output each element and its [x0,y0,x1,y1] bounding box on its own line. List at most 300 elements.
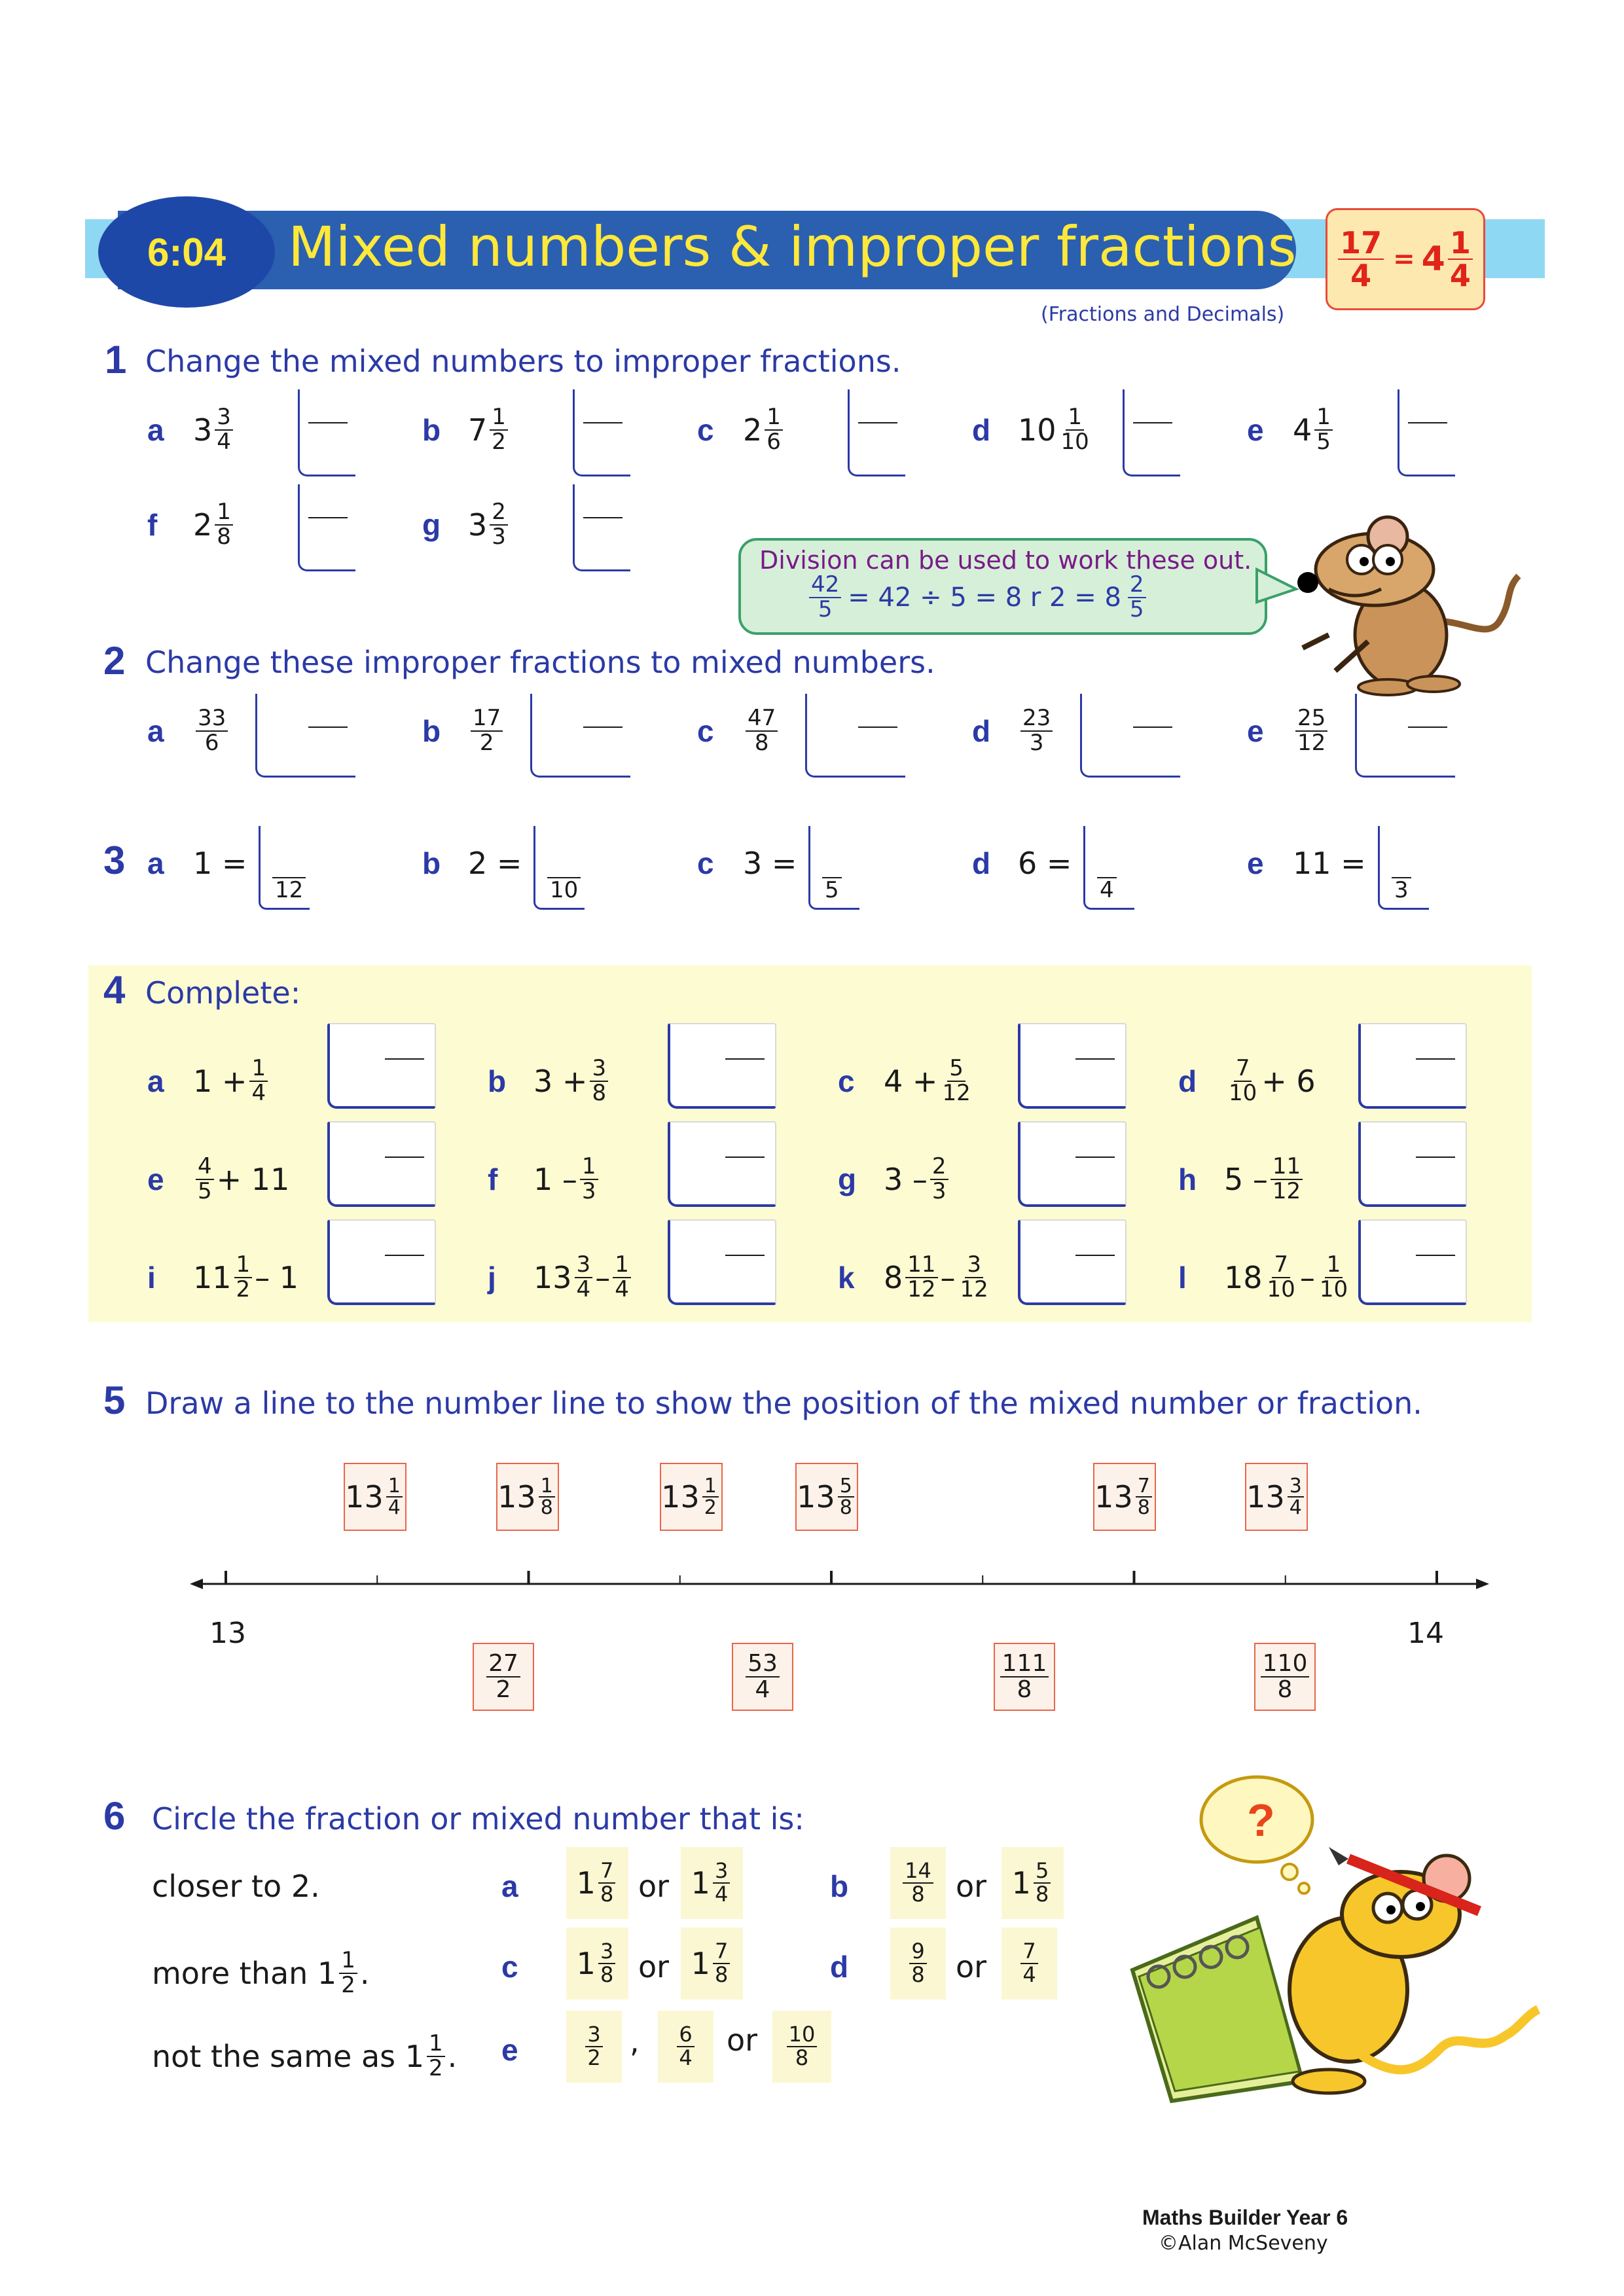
fraction-numerator: 3 [590,1057,608,1082]
fraction-bar [1075,1058,1115,1060]
q6-e-option-1[interactable] [566,2011,622,2083]
fraction [1318,1253,1350,1301]
item-label: c [838,1064,855,1098]
fraction-bar [1408,422,1447,423]
fraction [930,1155,948,1203]
fraction-numerator: 10 [787,2024,818,2047]
fraction [903,1860,933,1905]
header-code-badge [98,196,275,308]
q3-denominator: 10 [547,877,581,903]
fraction-denominator: 8 [839,1496,852,1519]
fraction [838,1476,854,1518]
fraction [1136,1476,1152,1518]
fraction-denominator: 8 [1277,1676,1293,1703]
q5-bottom-box-1[interactable] [732,1643,793,1711]
fraction [215,501,233,548]
operator: – [940,1259,956,1295]
fraction-denominator: 3 [581,1177,596,1204]
fraction-numerator: 7 [1234,1057,1252,1082]
fraction [386,1476,403,1518]
expr-suffix: + 11 [216,1161,290,1197]
fraction-denominator: 2 [587,2045,601,2070]
fraction-bar [725,1058,765,1060]
fraction-bar [308,517,348,518]
q4-answer-box-b[interactable] [668,1023,776,1109]
q2-item-e [1247,707,1330,755]
operator: – [595,1259,611,1295]
item-label: f [488,1162,498,1196]
q2-answer-box-d[interactable] [1080,694,1180,778]
q3-denominator: 12 [272,877,306,903]
fraction [613,1253,631,1301]
fraction [598,1860,615,1905]
fraction-numerator: 7 [598,1860,615,1884]
fraction-numerator: 3 [215,406,233,431]
q3-item-c [697,846,797,881]
fraction-denominator: 5 [198,1177,212,1204]
q3-answer-box-d[interactable] [1083,826,1134,910]
fraction [1020,1941,1038,1986]
fraction [590,1057,608,1105]
fraction-bar [725,1255,765,1256]
badge-eq: = [1393,244,1415,274]
fraction-denominator: 10 [1267,1276,1295,1302]
q3-value: 3 = [743,846,797,881]
q3-item-b [422,846,522,881]
q6-row-prompt-2 [152,2032,457,2080]
fraction-numerator: 3 [575,1253,593,1278]
fraction-bar [583,517,623,518]
fraction-numerator: 7 [1272,1253,1290,1278]
fraction-numerator: 111 [1000,1651,1049,1677]
item-label: j [488,1260,496,1295]
item-label: f [147,507,158,542]
or-text: or [727,2022,758,2058]
fraction [490,406,508,454]
fraction [575,1253,593,1301]
fraction-denominator: 2 [496,1676,511,1703]
fraction-numerator: 9 [909,1941,926,1964]
fraction-denominator: 12 [1272,1177,1301,1204]
q4-answer-box-c[interactable] [1018,1023,1127,1109]
fraction-numerator: 1 [765,406,783,431]
fraction-denominator: 5 [1316,428,1331,455]
item-label: d [972,713,991,748]
fraction-denominator: 6 [204,729,219,756]
fraction-denominator: 8 [1017,1676,1032,1703]
q2-answer-box-c[interactable] [805,694,905,778]
fraction [1265,1253,1297,1301]
fraction-numerator: 1 [386,1476,403,1498]
fraction-numerator: 4 [196,1155,214,1180]
fraction [234,1253,253,1301]
badge-num: 17 [1338,227,1384,260]
item-label: d [972,846,991,880]
fraction-denominator: 12 [907,1276,936,1302]
q4-item-c [838,1057,975,1105]
q4-answer-box-j[interactable] [668,1219,776,1305]
fraction-denominator: 8 [1137,1496,1150,1519]
fraction [940,1057,972,1105]
fraction-numerator: 7 [1020,1941,1038,1964]
tip-bubble [738,538,1267,635]
q6-text: Circle the fraction or mixed number that is: [152,1801,804,1837]
fraction-numerator: 25 [1295,707,1327,732]
fraction [702,1476,719,1518]
badge-whole: 4 [1421,240,1445,279]
item-label: b [422,412,441,447]
q5-bottom-box-2[interactable] [994,1643,1055,1711]
fraction-bar [1133,422,1172,423]
fraction-bar [858,726,897,728]
q4-item-i [147,1253,298,1301]
q4-answer-box-l[interactable] [1358,1219,1467,1305]
q1-answer-box-g[interactable] [573,484,630,571]
q2-number: 2 [103,639,126,683]
fraction-denominator: 8 [714,1962,729,1987]
q1-item-d [972,406,1094,454]
q2-answer-box-e[interactable] [1355,694,1455,778]
q5-top-box-4[interactable] [1093,1463,1156,1531]
expr-prefix: 1 + [193,1063,247,1099]
q1-item-e [1247,406,1335,454]
fraction-denominator: 8 [1035,1882,1049,1907]
fraction-bar [1133,726,1172,728]
fraction-numerator: 11 [1271,1155,1303,1180]
q5-bottom-box-0[interactable] [473,1643,534,1711]
q5-text: Draw a line to the number line to show the position of the mixed number or fraction. [145,1386,1422,1421]
q4-number: 4 [103,968,126,1012]
fraction-numerator: 11 [905,1253,937,1278]
fraction-denominator: 3 [1029,729,1044,756]
tip-mid: = 42 ÷ 5 = 8 r 2 = 8 [848,582,1121,613]
mixed-whole: 13 [661,1479,700,1515]
q4-text: Complete: [145,975,301,1011]
item-label: b [422,846,441,880]
badge-den: 4 [1350,258,1372,293]
fraction-denominator: 8 [911,1962,925,1987]
fraction-numerator: 3 [1288,1476,1304,1498]
q6-a-option-2[interactable] [681,1847,743,1919]
q1-answer-box-f[interactable] [298,484,355,571]
fraction-denominator: 8 [217,523,231,550]
q4-answer-box-d[interactable] [1358,1023,1467,1109]
mixed-whole: 7 [468,412,488,448]
fraction-denominator: 6 [767,428,781,455]
fraction-denominator: 12 [942,1079,971,1106]
q3-answer-box-b[interactable] [533,826,585,910]
expr-prefix: 3 – [884,1161,928,1197]
fraction-numerator: 7 [713,1941,730,1964]
q2-answer-box-a[interactable] [255,694,355,778]
fraction-numerator: 23 [1020,707,1053,732]
fraction [339,1949,357,1997]
fraction [677,2024,694,2069]
item-label: a [147,846,164,880]
fraction-bar [385,1157,424,1158]
q5-top-box-5[interactable] [1245,1463,1308,1531]
fraction-numerator: 1 [539,1476,555,1498]
mixed-whole: 8 [884,1259,903,1295]
fraction-denominator: 2 [429,2054,443,2081]
q3-answer-box-e[interactable] [1378,826,1429,910]
fraction [1034,1860,1051,1905]
fraction [598,1941,615,1986]
q2-item-a [147,707,230,755]
fraction-numerator: 1 [490,406,508,431]
fraction-numerator: 17 [471,707,503,732]
q6-item-label-a: a [501,1869,518,1903]
fraction-numerator: 1 [1325,1253,1343,1278]
footer-copyright: ©Alan McSeveny [1159,2232,1328,2255]
fraction-numerator: 2 [930,1155,948,1180]
fraction-numerator: 1 [580,1155,598,1180]
fraction-denominator: 2 [479,729,494,756]
fraction-denominator: 12 [960,1276,988,1302]
fraction-bar [308,422,348,423]
fraction-denominator: 3 [931,1177,947,1204]
badge-fden: 4 [1449,258,1471,293]
q4-item-l [1178,1253,1352,1301]
mixed-whole: 10 [1018,412,1056,448]
mixed-whole: 13 [797,1479,835,1515]
q4-answer-box-i[interactable] [327,1219,436,1305]
fraction [787,2024,818,2069]
q3-item-e [1247,846,1366,881]
q6-e-option-3[interactable] [772,2011,831,2083]
fraction-numerator: 1 [1314,406,1333,431]
q1-item-c [697,406,785,454]
fraction-numerator: 1 [427,2032,445,2057]
section-code: 6:04 [147,230,226,274]
fraction-numerator: 47 [746,707,778,732]
fraction-denominator: 10 [1319,1276,1348,1302]
fraction-numerator: 1 [249,1057,268,1082]
fraction [249,1057,268,1105]
mixed-whole: 1 [576,1946,596,1981]
or-text: or [638,1949,670,1984]
q3-value: 2 = [468,846,522,881]
fraction [1059,406,1091,454]
fraction-numerator: 1 [613,1253,631,1278]
fraction-denominator: 4 [217,428,231,455]
fraction [1000,1651,1049,1702]
fraction-bar [1075,1157,1115,1158]
fraction [713,1941,730,1986]
q1-text: Change the mixed numbers to improper fractions. [145,344,901,379]
number-line-arrow-right [1476,1579,1489,1589]
item-label: h [1178,1162,1197,1196]
q3-item-d [972,846,1072,881]
item-label: b [422,713,441,748]
header-subtitle: (Fractions and Decimals) [1041,303,1285,326]
fraction-bar [725,1157,765,1158]
fraction-denominator: 3 [492,523,506,550]
q4-answer-box-h[interactable] [1358,1121,1467,1207]
q4-answer-box-e[interactable] [327,1121,436,1207]
mouse-illustration [1290,524,1532,694]
fraction [909,1941,926,1986]
expr-prefix: 1 – [533,1161,577,1197]
fraction-numerator: 2 [490,501,508,526]
fraction [1295,707,1327,755]
fraction-bar [308,726,348,728]
q3-answer-box-c[interactable] [808,826,859,910]
fraction [585,2024,602,2069]
q4-answer-box-a[interactable] [327,1023,436,1109]
fraction-numerator: 33 [196,707,228,732]
fraction-bar [385,1255,424,1256]
q3-denominator: 5 [822,877,842,903]
comma-text: , [630,2024,640,2059]
mixed-whole: 1 [691,1946,710,1981]
thought-question-mark: ? [1247,1795,1275,1846]
q5-number: 5 [103,1378,126,1422]
fraction-numerator: 5 [838,1476,854,1498]
tip-aden: 5 [1129,596,1144,622]
q1-answer-box-d[interactable] [1123,389,1180,476]
q6-a-option-1[interactable] [566,1847,628,1919]
fraction-denominator: 4 [679,2045,693,2070]
item-label: g [422,507,441,542]
q5-bottom-box-3[interactable] [1254,1643,1316,1711]
mixed-whole: 18 [1224,1259,1263,1295]
q6-c-option-1[interactable] [566,1928,628,2000]
item-label: a [147,1064,164,1098]
fraction-denominator: 2 [492,428,506,455]
q6-item-label-e: e [501,2033,518,2067]
fraction-numerator: 7 [1136,1476,1152,1498]
fraction-denominator: 8 [600,1962,614,1987]
operator: – [1299,1259,1315,1295]
expr-suffix: – 1 [255,1259,299,1295]
q5-top-box-2[interactable] [660,1463,723,1531]
q2-answer-box-b[interactable] [530,694,630,778]
q5-top-box-3[interactable] [795,1463,858,1531]
q6-d-option-2[interactable] [1001,1928,1057,2000]
fraction-denominator: 4 [388,1496,401,1519]
item-label: a [147,713,164,748]
tip-fden: 5 [818,596,833,622]
fraction [1288,1476,1304,1518]
q6-number: 6 [103,1794,126,1838]
fraction-numerator: 5 [947,1057,965,1082]
q2-item-d [972,707,1055,755]
fraction [580,1155,598,1203]
fraction-numerator: 3 [713,1860,730,1884]
q6-d-option-1[interactable] [890,1928,946,2000]
fraction-denominator: 4 [576,1276,591,1302]
fraction-denominator: 8 [540,1496,553,1519]
fraction-numerator: 1 [1066,406,1084,431]
fraction [1271,1155,1303,1203]
fraction [713,1860,730,1905]
or-text: or [956,1949,987,1984]
fraction-numerator: 53 [746,1651,780,1677]
fraction-denominator: 4 [714,1882,729,1907]
q1-answer-box-b[interactable] [573,389,630,476]
fraction [486,1651,520,1702]
or-text: or [956,1869,987,1904]
fraction-numerator: 27 [486,1651,520,1677]
q4-item-j [488,1253,634,1301]
prompt-text: more than 1 [152,1955,337,1991]
fraction-numerator: 3 [585,2024,602,2047]
prompt-text: closer to 2. [152,1869,320,1904]
q5-top-box-0[interactable] [344,1463,406,1531]
item-label: e [147,1162,164,1196]
fraction-denominator: 8 [592,1079,607,1106]
q6-row-prompt-1 [152,1949,369,1997]
tip-line1: Division can be used to work these out. [759,546,1252,575]
q2-item-c [697,707,780,755]
fraction-numerator: 110 [1261,1651,1310,1677]
expr-prefix: 4 + [884,1063,938,1099]
q6-row-prompt-0 [152,1869,320,1904]
tip-anum: 2 [1128,573,1146,598]
fraction [905,1253,937,1301]
fraction [1020,707,1053,755]
q1-answer-box-a[interactable] [298,389,355,476]
fraction-denominator: 8 [600,1882,614,1907]
q6-item-label-b: b [830,1869,849,1903]
fraction-bar [1075,1255,1115,1256]
mixed-whole: 1 [691,1865,710,1901]
q4-item-f [488,1155,601,1203]
fraction [427,2032,445,2080]
fraction-numerator: 1 [702,1476,719,1498]
mixed-whole: 13 [533,1259,572,1295]
mixed-whole: 13 [1246,1479,1285,1515]
q2-item-b [422,707,505,755]
fraction-bar [858,422,897,423]
q6-b-option-2[interactable] [1001,1847,1064,1919]
mixed-whole: 13 [1094,1479,1133,1515]
q1-answer-box-c[interactable] [848,389,905,476]
q4-answer-box-f[interactable] [668,1121,776,1207]
mixed-whole: 1 [576,1865,596,1901]
reading-mouse-illustration [1113,1774,1545,2114]
q3-answer-box-a[interactable] [259,826,310,910]
item-label: e [1247,412,1264,447]
fraction-numerator: 3 [965,1253,983,1278]
q4-item-a [147,1057,270,1105]
q6-c-option-2[interactable] [681,1928,743,2000]
q4-answer-box-k[interactable] [1018,1219,1127,1305]
fraction-numerator: 5 [1034,1860,1051,1884]
fraction-denominator: 8 [754,729,769,756]
q4-item-k [838,1253,993,1301]
q4-item-e [147,1155,289,1203]
fraction-bar [583,726,623,728]
q4-item-h [1178,1155,1305,1203]
q3-value: 1 = [193,846,247,881]
q1-item-g [422,501,511,548]
q6-e-option-2[interactable] [658,2011,713,2083]
q1-answer-box-e[interactable] [1398,389,1455,476]
fraction-denominator: 8 [795,2045,809,2070]
mixed-whole: 11 [193,1259,232,1295]
q6-b-option-1[interactable] [890,1847,946,1919]
prompt-end: . [359,1955,370,1991]
q5-top-box-1[interactable] [496,1463,559,1531]
q3-value: 11 = [1293,846,1366,881]
q3-item-a [147,846,247,881]
q4-answer-box-g[interactable] [1018,1121,1127,1207]
prompt-text: not the same as 1 [152,2038,424,2074]
mixed-whole: 13 [497,1479,536,1515]
fraction-numerator: 1 [339,1949,357,1974]
